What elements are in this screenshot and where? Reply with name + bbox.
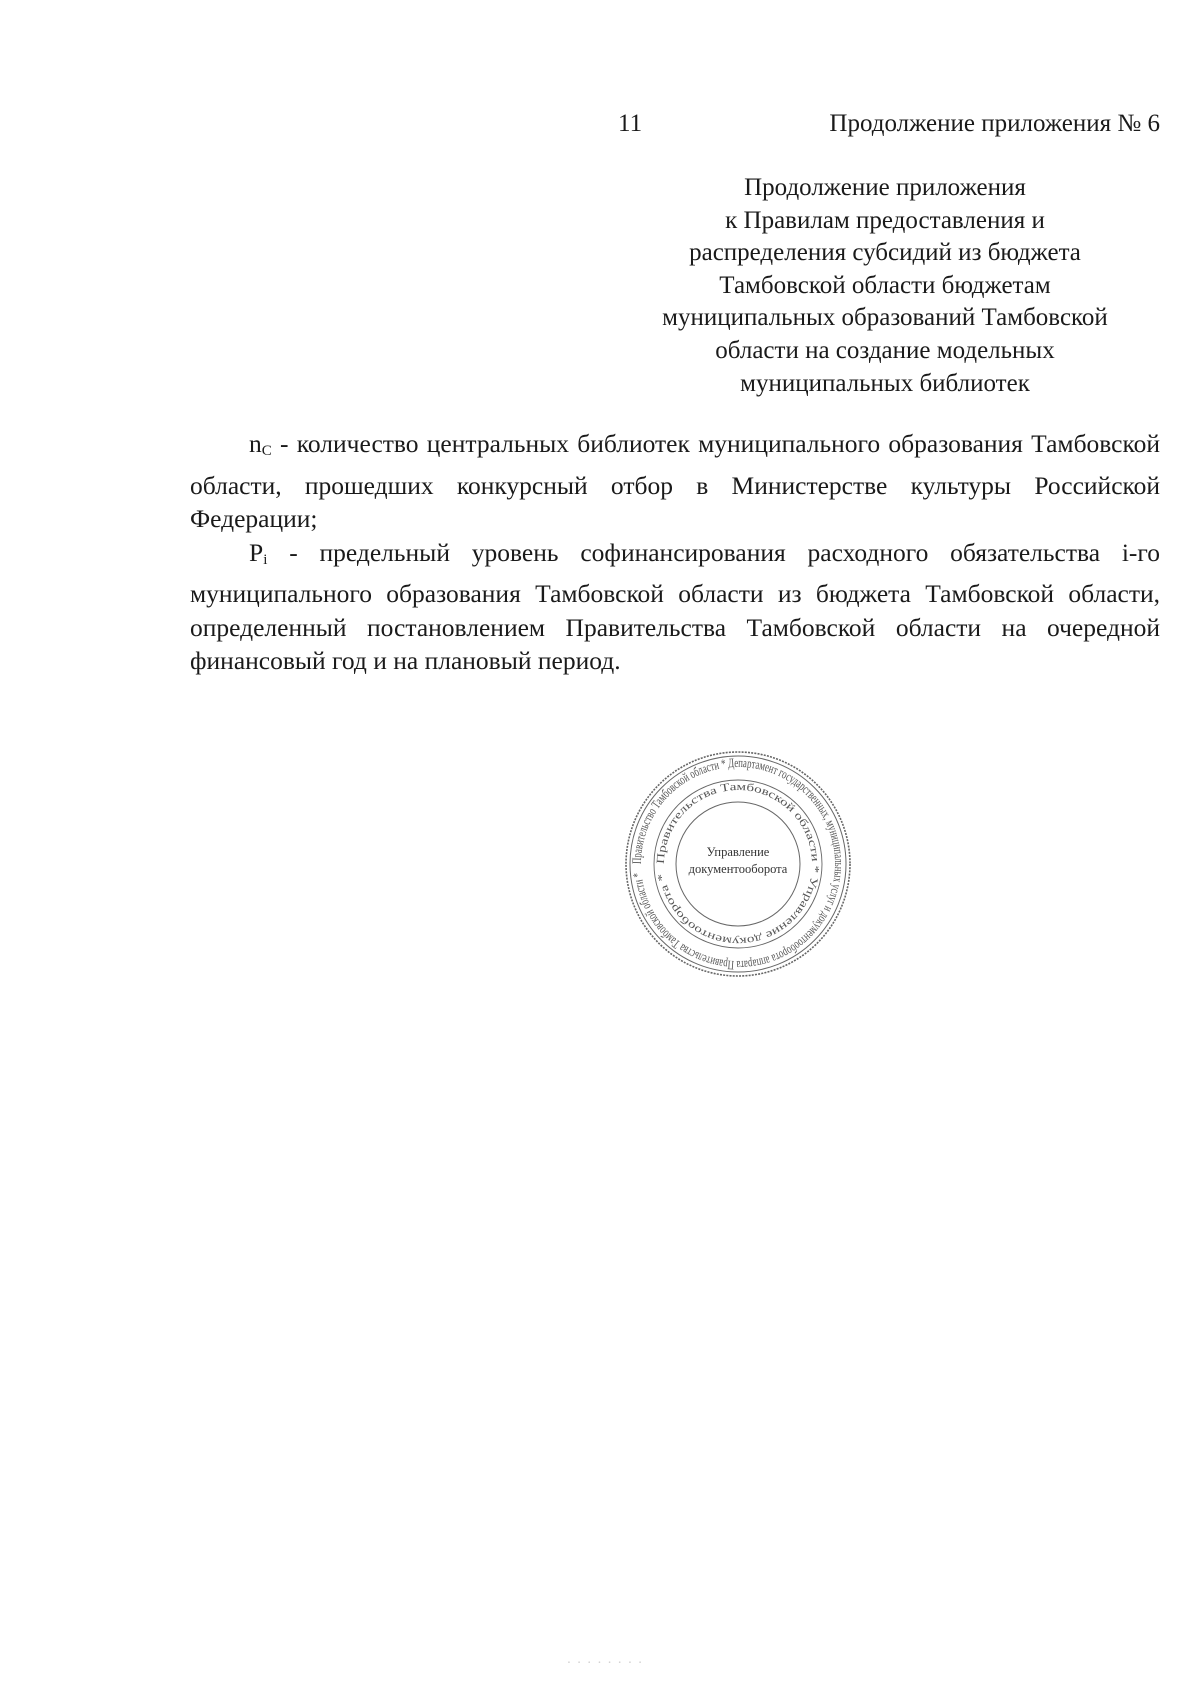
appendix-line: области на создание модельных <box>715 336 1055 364</box>
definition-pi-text: - предельный уровень софинансирования расходного обязательства i-го муниципального образования Тамбовской области из бюджета Тамбовской области, определенный постановлением Правительства Тамбовской области на очередной финансовый год и на плановый период. <box>190 537 1160 675</box>
symbol-pi: $P_i$ <box>249 537 268 568</box>
appendix-line: муниципальных образований Тамбовской <box>662 304 1108 332</box>
appendix-line: распределения субсидий из бюджета <box>689 239 1081 267</box>
continuation-header: Продолжение приложения № 6 <box>829 110 1160 137</box>
stamp-outer-text: Правительство Тамбовской области * Департамент государственных, муниципальных услуг и документооборота аппарата Правительства Тамбовской области * <box>628 754 848 974</box>
appendix-line: Тамбовской области бюджетам <box>719 271 1051 299</box>
stamp-center-text: Управление документооборота <box>688 845 788 876</box>
appendix-line: Продолжение приложения <box>744 174 1026 201</box>
definition-nc <box>190 427 1160 536</box>
appendix-line: муниципальных библиотек <box>740 369 1030 397</box>
definition-pi <box>190 536 1160 678</box>
stamp-inner-text: Правительства Тамбовской области * Управление документооборота * <box>654 780 822 948</box>
definition-nc-text: - количество центральных библиотек муниципального образования Тамбовской области, прошедших конкурсный отбор в Министерстве культуры Российской Федерации; <box>190 429 1160 533</box>
scan-artifact: · · · · · · · · <box>566 1656 644 1671</box>
appendix-line: к Правилам предоставления и <box>725 206 1045 234</box>
symbol-nc: $n_C$ <box>249 429 272 459</box>
page-number: 11 <box>618 110 643 137</box>
official-stamp <box>623 749 853 979</box>
appendix-reference-block <box>600 172 1170 400</box>
body-text <box>190 427 1160 678</box>
